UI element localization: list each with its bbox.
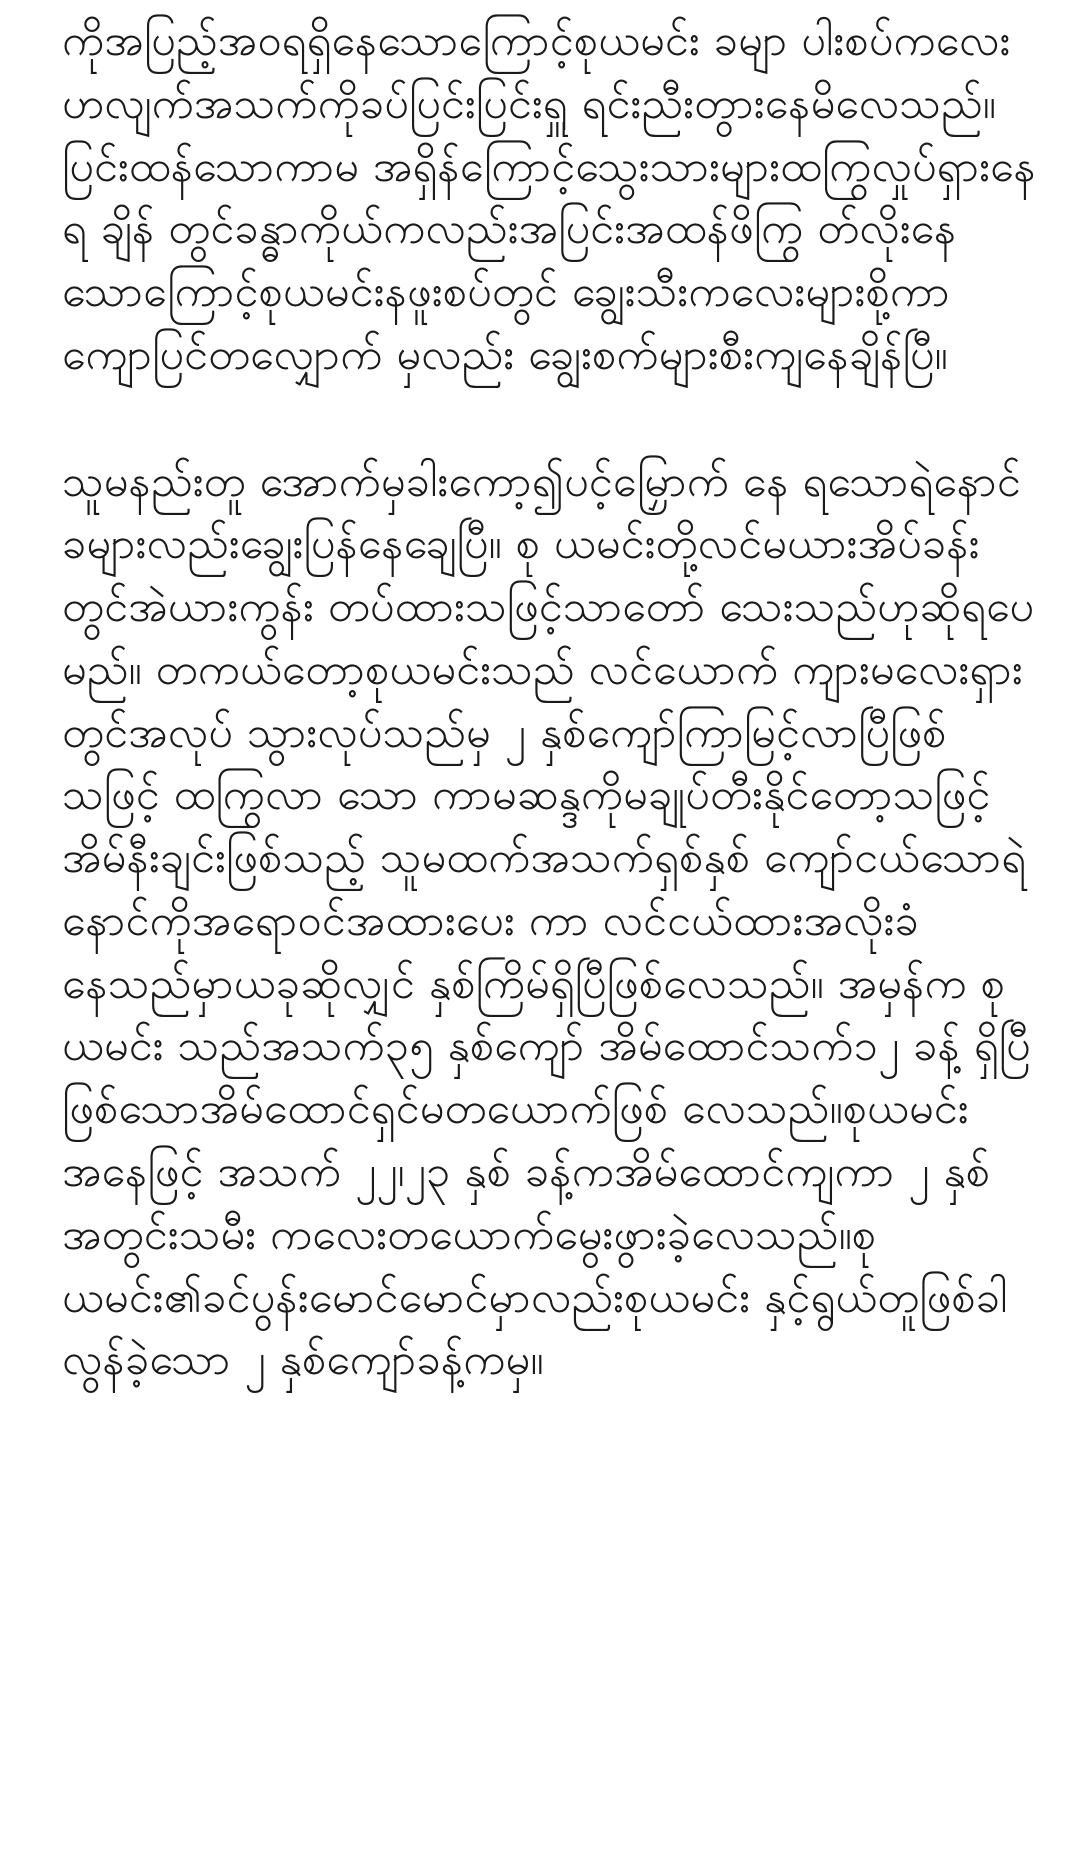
paragraph-2: သူမနည်းတူ အောက်မှခါးကော့၍ပင့်မြှောက် နေ ရသောရဲနောင်ခများလည်းချွေးပြန်နေချေပြီ။ စု ယမင်းတို့လင်မယားအိပ်ခန်းတွင်အဲယားကွန်း တပ်ထားသဖြင့်သာတော် သေးသည်ဟုဆိုရပေ မည်။ တကယ်တော့စုယမင်းသည် လင်ယောက် ကျားမလေးရှားတွင်အလုပ် သွားလုပ်သည်မှ ၂ နှစ်ကျော်ကြာမြင့်လာပြီဖြစ်သဖြင့် ထကြွလာ သော ကာမဆန္ဒကိုမချုပ်တီးနိုင်တော့သဖြင့် အိမ်နီးချင်းဖြစ်သည့် သူမထက်အသက်ရှစ်နှစ် ကျော်ငယ်သောရဲနောင်ကိုအရောဝင်အထားပေး ကာ လင်ငယ်ထားအလိုးခံနေသည်မှာယခုဆိုလျှင် နှစ်ကြိမ်ရှိပြီဖြစ်လေသည်။ အမှန်က စုယမင်း သည်အသက်၃၅ နှစ်ကျော် အိမ်ထောင်သက်၁၂ ခန့် ရှိပြီဖြစ်သောအိမ်ထောင်ရှင်မတယောက်ဖြစ် လေသည်။စုယမင်းအနေဖြင့် အသက် ၂၂၊၂၃ နှစ် ခန့်ကအိမ်ထောင်ကျကာ ၂ နှစ်အတွင်းသမီး ကလေးတယောက်မွေးဖွားခဲ့လေသည်။စု ယမင်း၏ခင်ပွန်းမောင်မောင်မှာလည်းစုယမင်း နှင့်ရွယ်တူဖြစ်ခါ လွန်ခဲ့သော ၂ နှစ်ကျော်ခန့်ကမှ။	[62, 456, 1035, 1386]
document-body	[62, 10, 1042, 1392]
paragraph-1: ကိုအပြည့်အဝရရှိနေသောကြောင့်စုယမင်း ခမျာ ပါးစပ်ကလေးဟလျက်အသက်ကိုခပ်ပြင်းပြင်းရှူ ရင်းညီးတွားနေမိလေသည်။ ပြင်းထန်သောကာမ အရှိန်ကြောင့်သွေးသားများထကြွလှုပ်ရှားနေရ ချိန် တွင်ခန္ဓာကိုယ်ကလည်းအပြင်းအထန်ဖိကြွ တ်လိုးနေသောကြောင့်စုယမင်းနဖူးစပ်တွင် ချွေးသီးကလေးများစို့ကာ ကျောပြင်တလျှောက် မှလည်း ချွေးစက်များစီးကျနေချိန်ပြီ။	[62, 16, 1036, 380]
